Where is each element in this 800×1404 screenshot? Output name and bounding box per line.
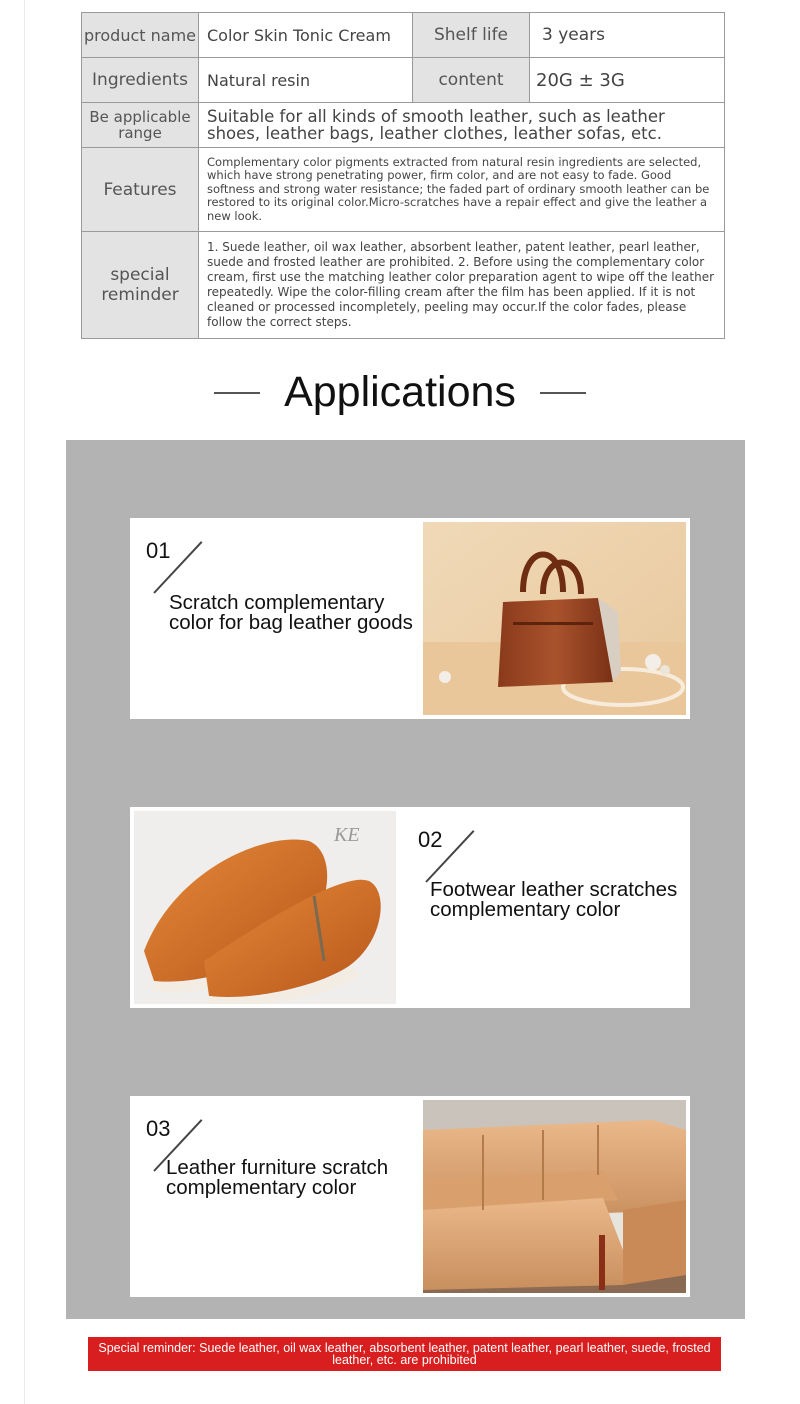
page-left-rule xyxy=(24,0,25,1404)
card-caption: Footwear leather scratches complementary color xyxy=(430,878,678,921)
applications-panel xyxy=(66,440,745,1319)
application-card-furniture xyxy=(130,1096,690,1297)
content-value: 20G ± 3G xyxy=(530,58,725,103)
leather-sofa-image xyxy=(423,1100,686,1293)
ingredients-value: Natural resin xyxy=(199,58,413,103)
svg-text:KE: KE xyxy=(334,824,360,846)
spec-row-reminder xyxy=(82,232,725,339)
card-number: 03 xyxy=(146,1116,171,1141)
leather-handbag-image xyxy=(423,522,686,715)
applications-title: Applications xyxy=(284,368,516,416)
shelf-life-label: Shelf life xyxy=(413,13,530,58)
features-value: Complementary color pigments extracted from natural resin ingredients are selected, which have strong penetrating power, firm color, and are not easy to fade. Good softness and strong water resistance; the faded part of ordinary smooth leather can be restored to its original color.Micro-scratches have a repair effect and give the leather a new look. xyxy=(199,148,725,232)
heading-dash-right xyxy=(540,392,586,394)
card-number: 01 xyxy=(146,538,171,563)
special-reminder-notice: Special reminder: Suede leather, oil wax leather, absorbent leather, patent leather, pearl leather, suede, frosted leather, etc. are prohibited xyxy=(88,1337,721,1371)
spec-row-product-name xyxy=(82,13,725,58)
content-label: content xyxy=(413,58,530,103)
spec-row-ingredients xyxy=(82,58,725,103)
product-spec-table xyxy=(81,12,725,339)
application-card-bag xyxy=(130,518,690,719)
spec-row-range xyxy=(82,103,725,148)
product-name-label: product name xyxy=(82,13,199,58)
product-name-value: Color Skin Tonic Cream xyxy=(199,13,413,58)
ingredients-label: Ingredients xyxy=(82,58,199,103)
application-card-shoes xyxy=(130,807,690,1008)
reminder-value: 1. Suede leather, oil wax leather, absorbent leather, patent leather, pearl leather, suede and frosted leather are prohibited. 2. Before using the complementary color cream, first use the matching leather color preparation agent to wipe off the leather repeatedly. Wipe the color-filling cream after the film has been applied. If it is not cleaned or processed incompletely, peeling may occur.If the color fades, please follow the correct steps. xyxy=(199,232,725,339)
leather-shoes-image xyxy=(134,811,396,1004)
features-label: Features xyxy=(82,148,199,232)
card-caption: Leather furniture scratch complementary color xyxy=(166,1156,389,1199)
reminder-label: special reminder xyxy=(82,232,199,339)
card-number: 02 xyxy=(418,827,443,852)
spec-row-features xyxy=(82,148,725,232)
range-value: Suitable for all kinds of smooth leather, such as leather shoes, leather bags, leather clothes, leather sofas, etc. xyxy=(199,103,725,148)
applications-heading xyxy=(0,368,800,428)
card-caption: Scratch complementary color for bag leather goods xyxy=(169,591,413,634)
heading-dash-left xyxy=(214,392,260,394)
range-label: Be applicable range xyxy=(82,103,199,148)
shelf-life-value: 3 years xyxy=(530,13,725,58)
